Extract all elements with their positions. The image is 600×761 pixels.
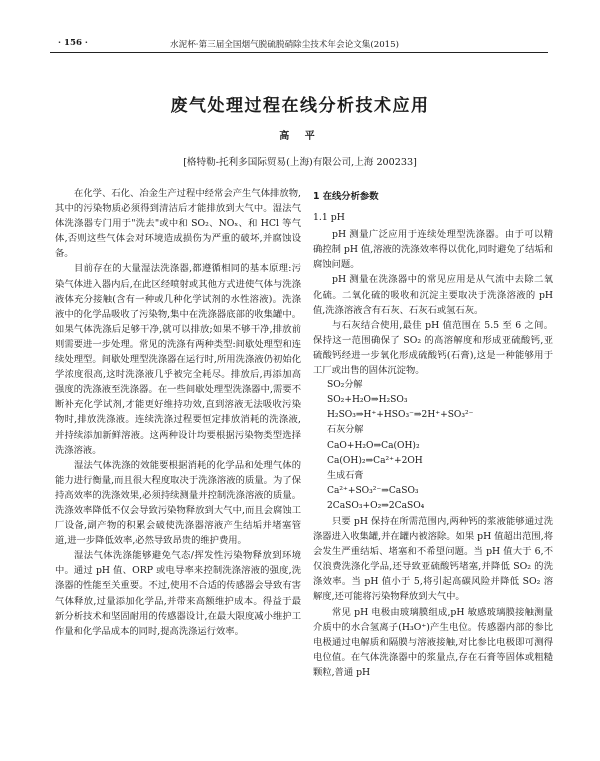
journal-title: 水泥杯·第三届全国烟气脱硫脱硝除尘技术年会论文集(2015) — [170, 40, 399, 50]
paragraph: pH 测量在洗涤器中的常见应用是从气流中去除二氧化硫。二氧化硫的吸收和沉淀主要取决于洗涤溶液的 pH 值,洗涤溶液含有石灰、石灰石或氢石灰。 — [313, 274, 553, 316]
equation: Ca²⁺+SO₃²⁻⇒CaSO₃ — [327, 485, 419, 496]
paragraph: 目前存在的大量湿法洗涤器,都遵循相同的基本原理:污染气体进入器内后,在此区经喷射或其他方式进使气体与洗涤液体充分接触(含有一种或几种化学试剂的水性溶液)。洗涤液中的化学品吸收了污染物,集中在洗涤器底部的收集罐中。如果气体洗涤后足够干净,就可以排放;如果不够干净,排放前则需要进一步处理。常见的洗涤有两种类型:间歇处理型和连续处理型。间歇处理型洗涤器在运行时,所用洗涤液仍初始化学浓度很高,这时洗涤液几乎被完全耗尽。排放后,再添加高强度的洗涤液至洗涤器。在一些间歇处理型洗涤器中,需要不断补充化学试剂,才能更好维持功效,直到溶液无法吸收污染物时,排放洗涤液。连续洗涤过程要恒定排放消耗的洗涤液,并持续添加新鲜溶液。这两种设计均要根据污染物类型选择洗涤溶液。 — [55, 263, 301, 456]
paragraph: 在化学、石化、冶金生产过程中经常会产生气体排放物,其中的污染物质必须得到清洁后才能排放到大气中。湿法气体洗涤器专门用于"洗去"或中和 SO₂、NOₓ、和 HCl 等气体,否则这些气体会对环境造成损伤为严重的破坏,并腐蚀设备。 — [55, 188, 301, 260]
paragraph: 湿法气体洗涤能够避免气态/挥发性污染物释放到环境中。通过 pH 值、ORP 或电导率来控制洗涤溶液的强度,洗涤器的性能至关重要。不过,使用不合适的传感器会导致有害气体释放,过量添加化学品,并带来高额维护成本。得益于最新分析技术和坚固耐用的传感器设计,在最大限度减小维护工作量和化学品成本的同时,提高洗涤运行效率。 — [55, 550, 301, 637]
left-column — [55, 186, 301, 639]
paragraph: 湿法气体洗涤的效能要根据消耗的化学品和处理气体的能力进行衡量,而且很大程度取决于洗涤溶液的质量。为了保持高效率的洗涤效果,必须持续测量并控制洗涤溶液的质量。洗涤效率降低不仅会导致污染物释放到大气中,而且会腐蚀工厂设备,副产物的积累会破使洗涤器溶液产生结垢并堵塞管道,进一步降低效率,必然导致昂贵的维护费用。 — [55, 459, 301, 547]
equation-label: 生成石膏 — [327, 470, 364, 481]
paragraph: pH 测量广泛应用于连续处理型洗涤器。由于可以精确控制 pH 值,溶液的洗涤效率得以优化,同时避免了结垢和腐蚀问题。 — [313, 229, 553, 271]
paragraph: 只要 pH 保持在所需范围内,两种钙的浆液能够通过洗涤器进入收集罐,并在罐内被溶除。如果 pH 值超出范围,将会发生严重结垢、堵塞和不希望问题。当 pH 值大于 6,不仅浪费洗涤化学品,还导致亚硫酸钙堵塞,并降低 SO₂ 的洗涤效率。当 pH 值小于 5,将引起高碳风险并降低 SO₂ 溶解度,还可能将污染物释放到大气中。 — [313, 515, 553, 603]
subsection-heading: 1.1 pH — [313, 212, 345, 224]
equation: CaO+H₂O⇒Ca(OH)₂ — [327, 440, 420, 451]
equation: Ca(OH)₂⇒Ca²⁺+2OH — [327, 455, 423, 466]
equation: 2CaSO₃+O₂⇒2CaSO₄ — [327, 500, 425, 511]
page-number: · 156 · — [58, 38, 88, 48]
paper-title: 废气处理过程在线分析技术应用 — [170, 96, 430, 116]
paragraph: 常见 pH 电极由玻璃膜组成,pH 敏感玻璃膜接触测量介质中的水合氢离子(H₃O⁺)产生电位。传感器内部的参比电极通过电解质和隔膜与溶液接触,对比参比电极即可测得电位值。在气体洗涤器中的浆量点,存在石膏等固体或粗糙颗粒,普通 pH — [313, 606, 553, 678]
equation-label: 石灰分解 — [327, 425, 364, 436]
affiliation: [格特勒-托利多国际贸易(上海)有限公司,上海 200233] — [183, 157, 417, 168]
right-column — [313, 186, 553, 680]
running-header — [50, 38, 548, 53]
paragraph: 与石灰结合使用,最佳 pH 值范围在 5.5 至 6 之间。保持这一范围确保了 SO₂ 的高溶解度和形成亚硫酸钙,亚硫酸钙经进一步氧化形成硫酸钙(石膏),这是一种能够用于工厂或出售的固体沉淀物。 — [313, 319, 553, 377]
equation-label: SO₂分解 — [327, 380, 363, 391]
author: 高 平 — [279, 131, 321, 142]
section-heading: 1 在线分析参数 — [313, 191, 379, 202]
equation: SO₂+H₂O⇒H₂SO₃ — [327, 395, 408, 406]
equation: H₂SO₃⇒H⁺+HSO₃⁻⇒2H⁺+SO₃²⁻ — [327, 410, 474, 421]
